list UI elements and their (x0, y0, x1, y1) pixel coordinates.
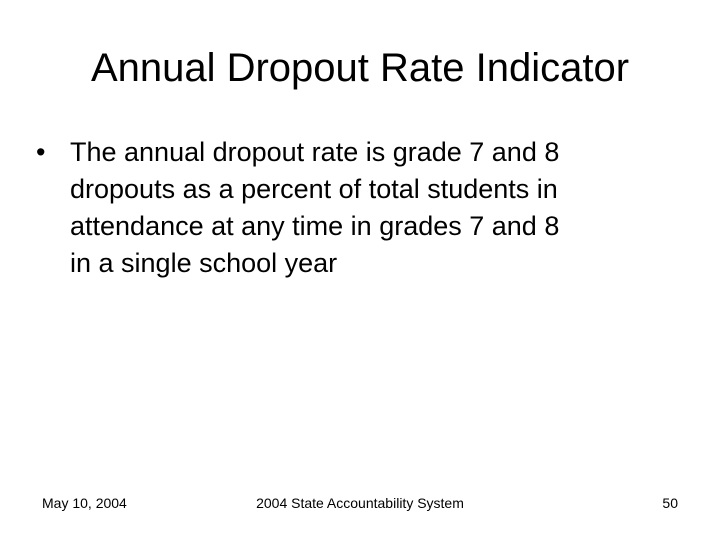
slide-title: Annual Dropout Rate Indicator (90, 46, 630, 90)
bullet-marker: • (36, 137, 46, 167)
footer-date: May 10, 2004 (42, 495, 127, 511)
footer-center-text: 2004 State Accountability System (256, 495, 464, 511)
slide-body (36, 134, 676, 282)
bullet-text-line-1: The annual dropout rate is grade 7 and 8 (70, 137, 560, 167)
footer-page-number: 50 (662, 495, 678, 511)
bullet-item (36, 134, 676, 282)
bullet-text-line-3: attendance at any time in grades 7 and 8 (70, 211, 560, 241)
bullet-text-line-2: dropouts as a percent of total students in (70, 174, 558, 204)
bullet-text-line-4: in a single school year (70, 248, 338, 278)
